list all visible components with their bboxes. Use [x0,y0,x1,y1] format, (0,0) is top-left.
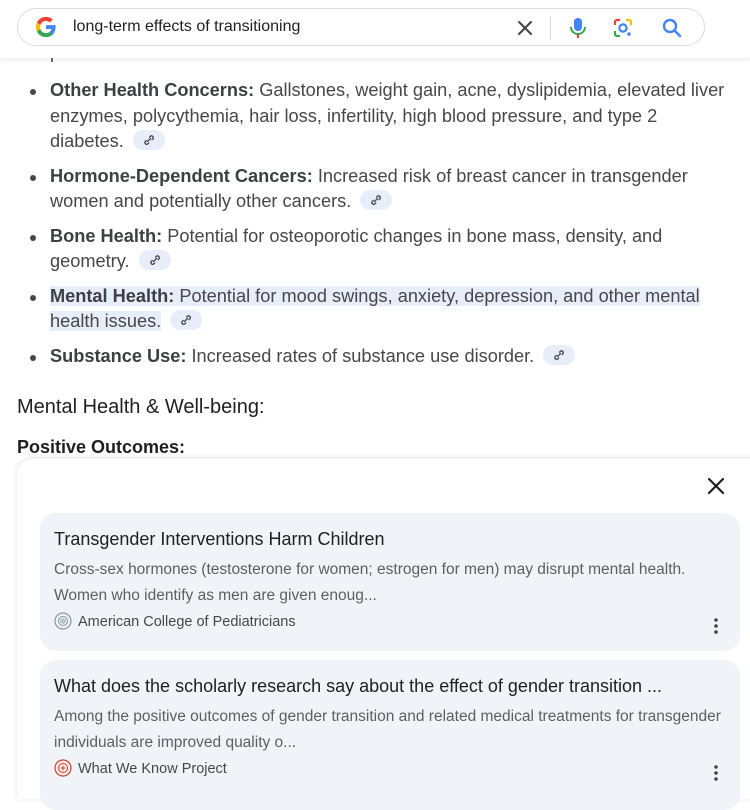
source-name: What We Know Project [78,760,227,777]
link-icon [180,314,192,326]
divider [550,16,551,40]
search-header [0,0,750,58]
search-input[interactable]: long-term effects of transitioning [73,18,301,35]
bullet-term: Bone Health: [50,225,163,246]
source-link-button[interactable] [170,310,202,330]
close-icon[interactable] [705,475,727,497]
microphone-icon[interactable] [567,16,589,40]
bullet-term: Mental Health: [50,285,175,306]
more-vert-icon[interactable] [713,617,719,635]
source-link-button[interactable] [139,250,171,270]
link-icon [149,254,161,266]
source-site [54,760,227,778]
bullet-text: Increased risk of breast cancer in transgender women and potentially other cancers. [50,165,688,211]
source-link-button[interactable] [360,190,392,210]
close-icon[interactable] [515,18,535,38]
more-vert-icon[interactable] [713,764,719,782]
list-item [0,164,750,215]
source-card[interactable] [40,660,740,810]
sources-panel [17,459,750,799]
source-snippet: Among the positive outcomes of gender transition and related medical treatments for transgender individuals are improved quality o... [54,708,721,751]
bullet-text: Gallstones, weight gain, acne, dyslipidemia, elevated liver enzymes, polycythemia, hair loss, infertility, high blood pressure, and type 2 diabetes. [50,80,725,151]
acp-seal-icon [54,612,72,630]
cornell-seal-icon [54,759,72,777]
section-heading: Mental Health & Well-being: [17,396,265,418]
source-site [54,613,296,631]
bullet-text: Potential for mood swings, anxiety, depression, and other mental health issues. [50,285,700,331]
google-lens-icon[interactable] [612,17,634,39]
source-link-button[interactable] [543,345,575,365]
source-link-button[interactable] [133,130,165,150]
source-name: American College of Pediatricians [78,613,296,630]
list-item [0,284,750,335]
bullet-term: Substance Use: [50,345,187,366]
source-title[interactable]: Transgender Interventions Harm Children [54,529,385,549]
list-item [0,224,750,275]
bullet-list [0,78,750,378]
link-icon [370,194,382,206]
source-card[interactable] [40,513,740,651]
link-icon [553,349,565,361]
link-icon [143,134,155,146]
list-item [0,344,750,370]
list-item [0,78,750,155]
bullet-term: Hormone-Dependent Cancers: [50,165,313,186]
google-logo-icon [35,16,57,38]
sub-heading: Positive Outcomes: [17,437,186,457]
bullet-text: Potential for osteoporotic changes in bone mass, density, and geometry. [50,225,663,271]
source-snippet: Cross-sex hormones (testosterone for women; estrogen for men) may disrupt mental health. Women who identify as men are given enoug... [54,561,686,604]
search-bar[interactable] [17,8,705,46]
bullet-term: Other Health Concerns: [50,80,255,100]
search-icon[interactable] [661,17,683,39]
bullet-text: Increased rates of substance use disorder. [186,345,535,366]
source-title[interactable]: What does the scholarly research say about the effect of gender transition ... [54,676,663,696]
